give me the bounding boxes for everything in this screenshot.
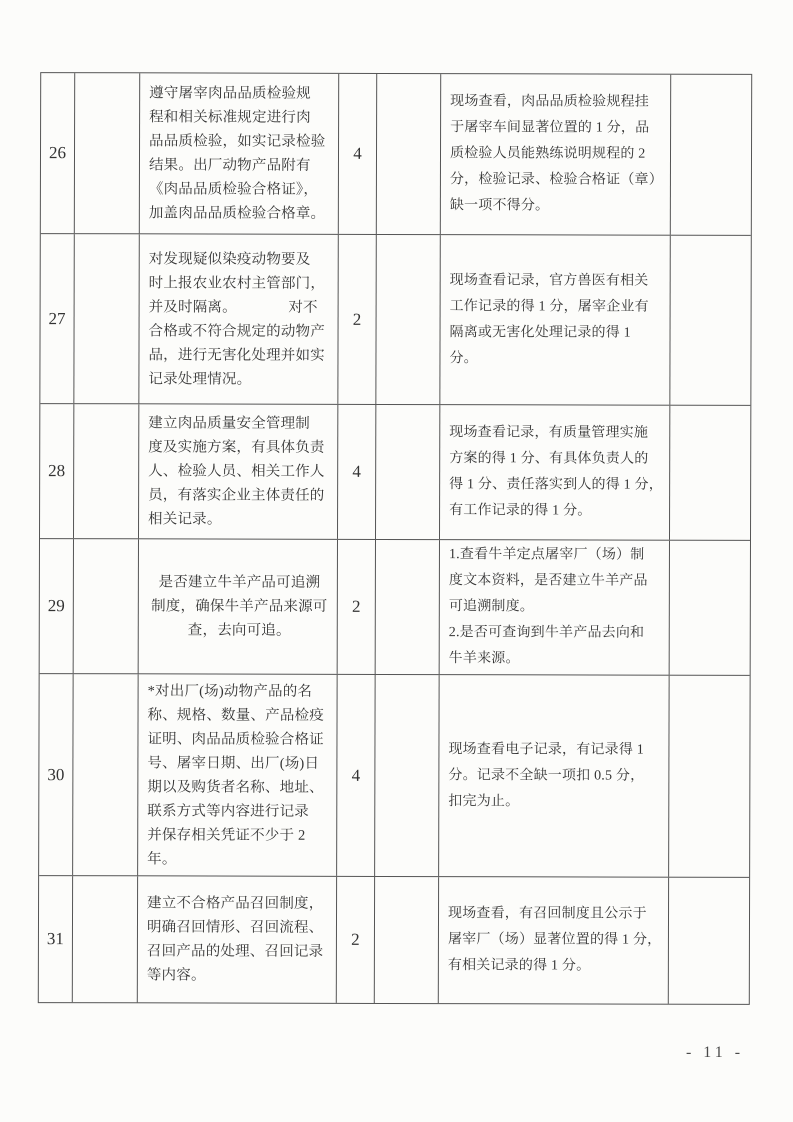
method-text: 现场查看记录，有质量管理实施 方案的得 1 分、有具体负责人的 得 1 分、责任落实到人的得 1 分， 有工作记录的得 1 分。: [449, 425, 663, 519]
deduction-cell-empty: [376, 235, 440, 404]
score-cell: 4: [337, 675, 376, 876]
criteria-cell: [139, 539, 338, 674]
criteria-cell: [138, 674, 338, 876]
method-text: 现场查看记录，官方兽医有相关 工作记录的得 1 分，屠宰企业有 隔离或无害化处理记录的得 1 分。: [449, 272, 649, 366]
category-cell-empty: [73, 876, 138, 1002]
result-cell-empty: [669, 878, 749, 1004]
score-cell: 2: [338, 235, 376, 404]
criteria-text: 建立不合格产品召回制度， 明确召回情形、召回流程、 召回产品的处理、召回记录 等内容。: [146, 895, 324, 984]
deduction-cell-empty: [375, 877, 439, 1003]
row-number-cell: 27: [40, 234, 74, 403]
table-row: [41, 73, 751, 236]
row-number-cell: 29: [40, 539, 74, 673]
table-row: [39, 674, 750, 878]
method-cell: [440, 405, 670, 540]
table-row: [39, 876, 749, 1004]
table-row: [40, 234, 750, 406]
table-row: [40, 539, 750, 676]
result-cell-empty: [670, 541, 750, 675]
category-cell-empty: [73, 674, 139, 875]
row-number-cell: 28: [40, 404, 74, 538]
row-number-cell: 31: [39, 876, 73, 1002]
score-cell: 4: [338, 405, 376, 539]
method-cell: [439, 675, 670, 877]
method-text: 现场查看，肉品品质检验规程挂 于屠宰车间显著位置的 1 分，品 质检验人员能熟练说明规程的 2 分，检验记录、检验合格证（章） 缺一项不得分。: [449, 94, 663, 214]
criteria-cell: [139, 234, 338, 404]
category-cell-empty: [74, 539, 139, 673]
result-cell-empty: [670, 406, 750, 540]
result-cell-empty: [670, 236, 750, 405]
method-cell: [440, 235, 670, 405]
page-number: - 11 -: [685, 1044, 745, 1061]
deduction-cell-empty: [376, 405, 440, 539]
criteria-text: 对发现疑似染疫动物要及 时上报农业农村主管部门， 并及时隔离。 对不 合格或不符合规定的动物产 品，进行无害化处理并如实 记录处理情况。: [148, 250, 326, 388]
score-cell: 2: [337, 877, 375, 1003]
category-cell-empty: [74, 404, 139, 538]
criteria-text: 是否建立牛羊产品可追溯 制度，确保牛羊产品来源可 查，去向可追。: [151, 574, 328, 639]
deduction-cell-empty: [375, 675, 440, 876]
score-cell: 2: [338, 540, 376, 674]
criteria-text: 建立肉品质量安全管理制 度及实施方案，有具体负责 人、检验人员、相关工作人 员，有落实企业主体责任的 相关记录。: [148, 415, 325, 528]
category-cell-empty: [74, 234, 139, 403]
score-cell: 4: [339, 74, 377, 234]
method-text: 现场查看，有召回制度且公示于 屠宰厂（场）显著位置的得 1 分， 有相关记录的得 1 分。: [447, 906, 662, 974]
result-cell-empty: [669, 676, 750, 877]
row-number-cell: 26: [41, 73, 75, 233]
deduction-cell-empty: [376, 540, 440, 674]
method-cell: [439, 877, 669, 1004]
result-cell-empty: [671, 75, 751, 235]
criteria-text: 遵守屠宰肉品品质检验规 程和相关标准规定进行肉 品品质检验，如实记录检验 结果。出厂动物产品附有 《肉品品质检验合格证》， 加盖肉品品质检验合格章。: [148, 85, 326, 222]
criteria-cell: [139, 404, 338, 539]
method-cell: [440, 540, 670, 675]
method-cell: [441, 74, 671, 235]
method-text: 1.查看牛羊定点屠宰厂（场）制 度文本资料，是否建立牛羊产品 可追溯制度。 2.是否可查询到牛羊产品去向和 牛羊来源。: [448, 547, 648, 667]
criteria-cell: [140, 73, 339, 234]
criteria-cell: [138, 876, 337, 1003]
deduction-cell-empty: [377, 74, 441, 234]
inspection-table: [38, 72, 752, 1005]
category-cell-empty: [75, 73, 140, 233]
table-row: [40, 404, 750, 541]
criteria-text: *对出厂(场)动物产品的名 称、规格、数量、产品检疫 证明、肉品品质检验合格证 号、屠宰日期、出厂(场)日 期以及购货者名称、地址、 联系方式等内容进行记录 并保存相关凭证不少于 2 年。: [147, 682, 324, 867]
method-text: 现场查看电子记录，有记录得 1 分。记录不全缺一项扣 0.5 分， 扣完为止。: [448, 741, 645, 809]
row-number-cell: 30: [39, 674, 74, 875]
